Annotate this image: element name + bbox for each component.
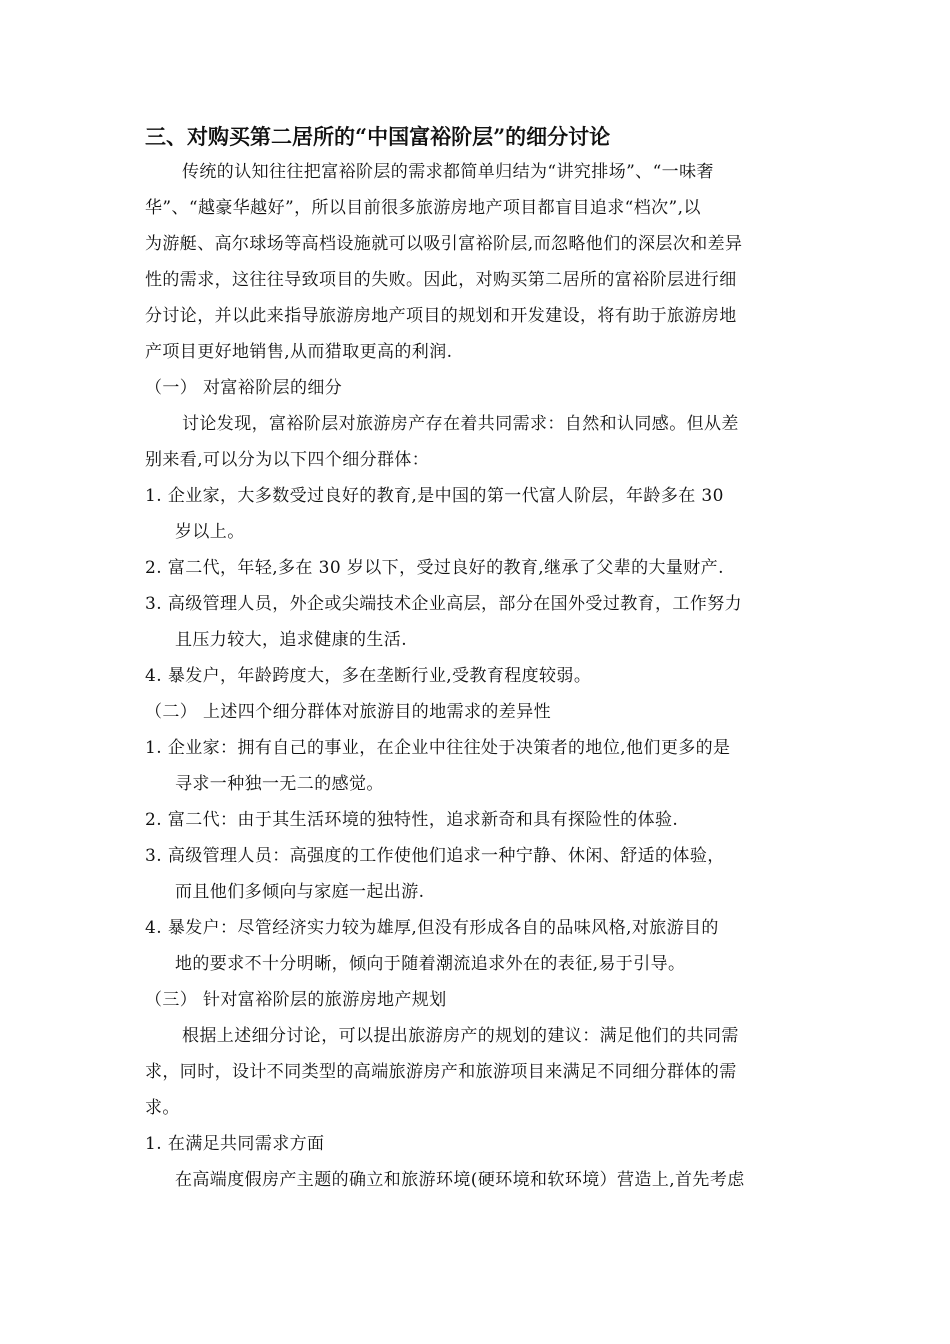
list-item-continuation: 寻求一种独一无二的感觉。 <box>175 774 384 794</box>
list-item-continuation: 且压力较大，追求健康的生活. <box>175 630 408 650</box>
paragraph-line: 求，同时，设计不同类型的高端旅游房产和旅游项目来满足不同细分群体的需 <box>145 1062 737 1082</box>
paragraph-line: 分讨论，并以此来指导旅游房地产项目的规划和开发建设，将有助于旅游房地 <box>145 306 737 326</box>
list-item-continuation: 岁以上。 <box>175 522 245 542</box>
paragraph-line: 别来看,可以分为以下四个细分群体： <box>145 450 430 470</box>
list-item: 2. 富二代：由于其生活环境的独特性，追求新奇和具有探险性的体验. <box>145 810 679 830</box>
subsection-title: （二） 上述四个细分群体对旅游目的地需求的差异性 <box>145 702 552 722</box>
list-item-continuation: 而且他们多倾向与家庭一起出游. <box>175 882 425 902</box>
paragraph-line: 根据上述细分讨论，可以提出旅游房产的规划的建议：满足他们的共同需 <box>182 1026 739 1046</box>
subsection-title: （一） 对富裕阶层的细分 <box>145 378 343 398</box>
paragraph-line: 产项目更好地销售,从而猎取更高的利润. <box>145 342 453 362</box>
list-item: 1. 在满足共同需求方面 <box>145 1134 325 1154</box>
list-item: 2. 富二代，年轻,多在 30 岁以下，受过良好的教育,继承了父辈的大量财产. <box>145 558 724 578</box>
list-item: 1. 企业家：拥有自己的事业，在企业中往往处于决策者的地位,他们更多的是 <box>145 738 731 758</box>
paragraph-line: 在高端度假房产主题的确立和旅游环境(硬环境和软环境）营造上,首先考虑 <box>175 1170 745 1190</box>
list-item: 1. 企业家，大多数受过良好的教育,是中国的第一代富人阶层，年龄多在 30 <box>145 486 724 506</box>
paragraph-line: 传统的认知往往把富裕阶层的需求都简单归结为“讲究排场”、“一味奢 <box>182 162 714 182</box>
subsection-title: （三） 针对富裕阶层的旅游房地产规划 <box>145 990 447 1010</box>
list-item: 4. 暴发户：尽管经济实力较为雄厚,但没有形成各自的品味风格,对旅游目的 <box>145 918 719 938</box>
paragraph-line: 求。 <box>145 1098 180 1118</box>
list-item: 4. 暴发户，年龄跨度大，多在垄断行业,受教育程度较弱。 <box>145 666 592 686</box>
paragraph-line: 华”、“越豪华越好”，所以目前很多旅游房地产项目都盲目追求“档次”,以 <box>145 198 701 218</box>
list-item-continuation: 地的要求不十分明晰，倾向于随着潮流追求外在的表征,易于引导。 <box>175 954 686 974</box>
section-heading: 三、对购买第二居所的“中国富裕阶层”的细分讨论 <box>145 124 611 149</box>
list-item: 3. 高级管理人员：高强度的工作使他们追求一种宁静、休闲、舒适的体验， <box>145 846 725 866</box>
paragraph-line: 性的需求，这往往导致项目的失败。因此，对购买第二居所的富裕阶层进行细 <box>145 270 737 290</box>
list-item: 3. 高级管理人员，外企或尖端技术企业高层，部分在国外受过教育，工作努力 <box>145 594 743 614</box>
paragraph-line: 为游艇、高尔球场等高档设施就可以吸引富裕阶层,而忽略他们的深层次和差异 <box>145 234 743 254</box>
paragraph-line: 讨论发现，富裕阶层对旅游房产存在着共同需求：自然和认同感。但从差 <box>182 414 739 434</box>
